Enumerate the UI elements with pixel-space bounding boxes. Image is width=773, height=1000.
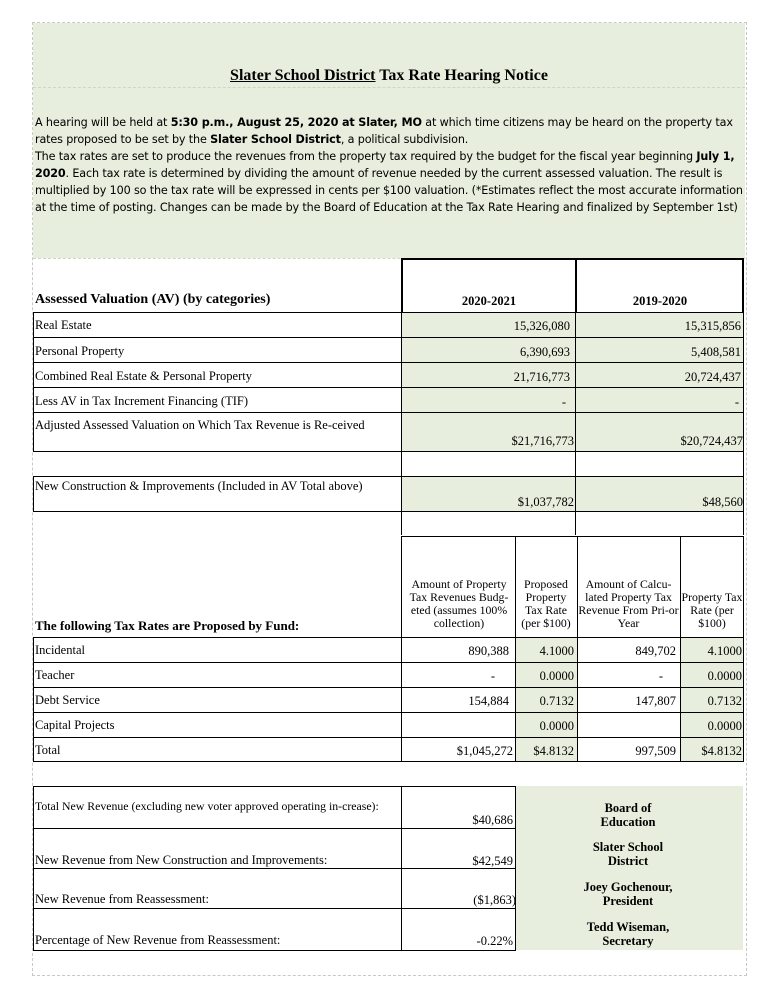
signer-board: Board of Education bbox=[600, 801, 656, 829]
av-row-prior: - bbox=[734, 395, 739, 409]
border bbox=[577, 637, 578, 761]
border bbox=[33, 312, 34, 451]
border bbox=[33, 828, 516, 829]
fund-proposed-rate: 0.0000 bbox=[539, 719, 574, 733]
border bbox=[33, 476, 34, 511]
av-row-label: Less AV in Tax Increment Financing (TIF) bbox=[35, 394, 248, 408]
nc-current: $1,037,782 bbox=[517, 495, 574, 509]
fund-prior-rate: $4.8132 bbox=[701, 744, 742, 758]
fund-proposed-rate: 0.7132 bbox=[539, 694, 574, 708]
border bbox=[515, 536, 516, 637]
border bbox=[33, 312, 744, 313]
revenue-label: New Revenue from New Construction and Improvements: bbox=[35, 853, 328, 867]
revenue-label: Percentage of New Revenue from Reassessment: bbox=[35, 933, 281, 947]
fund-prior-revenue: 849,702 bbox=[635, 644, 676, 658]
border bbox=[33, 662, 744, 663]
border bbox=[33, 712, 744, 713]
border bbox=[515, 637, 516, 761]
border bbox=[33, 737, 744, 738]
border bbox=[401, 511, 402, 535]
fund-proposed-rate: 4.1000 bbox=[539, 644, 574, 658]
fund-budgeted: 154,884 bbox=[468, 694, 509, 708]
gridline bbox=[33, 87, 745, 88]
border bbox=[680, 637, 681, 761]
border bbox=[743, 637, 744, 761]
av-row-current: 15,326,080 bbox=[513, 319, 570, 333]
intro-text: at which time citizens may be heard on the property tax rates proposed to be set by the bbox=[35, 116, 733, 146]
border bbox=[575, 511, 576, 535]
fund-proposed-rate: 0.0000 bbox=[539, 669, 574, 683]
revenue-label: Total New Revenue (excluding new voter approved operating in-crease): bbox=[35, 799, 379, 813]
fund-label: Total bbox=[35, 743, 61, 757]
fund-prior-rate: 4.1000 bbox=[707, 644, 742, 658]
av-row-prior: 5,408,581 bbox=[691, 345, 741, 359]
av-row-current: 21,716,773 bbox=[513, 370, 570, 384]
av-col-current: 2020-2021 bbox=[461, 294, 517, 308]
intro-paragraph-2 bbox=[35, 148, 743, 216]
fund-prior-rate: 0.0000 bbox=[707, 669, 742, 683]
av-row-current: - bbox=[561, 395, 566, 409]
border bbox=[33, 412, 744, 413]
av-col-prior: 2019-2020 bbox=[632, 294, 688, 308]
intro-text: A hearing will be held at bbox=[35, 116, 171, 129]
title-rest: Tax Rate Hearing Notice bbox=[375, 67, 548, 84]
border bbox=[577, 536, 578, 637]
av-row-current: 6,390,693 bbox=[520, 345, 570, 359]
border bbox=[743, 511, 744, 535]
border bbox=[33, 868, 516, 869]
hearing-time: 5:30 p.m., August 25, 2020 at Slater, MO bbox=[170, 116, 422, 129]
fund-prior-rate: 0.7132 bbox=[707, 694, 742, 708]
fund-label: Capital Projects bbox=[35, 718, 115, 732]
border bbox=[33, 908, 516, 909]
nc-label: New Construction & Improvements (Included in AV Total above) bbox=[35, 479, 363, 493]
border bbox=[33, 451, 744, 452]
fund-label: Incidental bbox=[35, 643, 85, 657]
border bbox=[401, 536, 402, 637]
av-row-label: Combined Real Estate & Personal Property bbox=[35, 369, 252, 383]
intro-paragraph-1 bbox=[35, 114, 743, 148]
border bbox=[401, 536, 744, 537]
intro-text: The tax rates are set to produce the revenues from the property tax required by the budget for the fiscal year beginning bbox=[35, 150, 697, 163]
notice-title bbox=[33, 67, 745, 85]
signer-president: Joey Gochenour, President bbox=[583, 880, 673, 908]
rates-col-prior-rate: Property Tax Rate (per $100) bbox=[681, 590, 743, 630]
border bbox=[401, 312, 402, 451]
border bbox=[743, 451, 744, 511]
border bbox=[33, 687, 744, 688]
border bbox=[401, 258, 403, 313]
fund-label: Teacher bbox=[35, 668, 75, 682]
district-name: Slater School District bbox=[210, 133, 341, 146]
intro-text: , a political subdivision. bbox=[340, 133, 469, 146]
revenue-label: New Revenue from Reassessment: bbox=[35, 892, 209, 906]
border bbox=[33, 476, 744, 477]
fund-prior-revenue: - bbox=[658, 669, 663, 683]
av-row-prior: 15,315,856 bbox=[684, 319, 741, 333]
fund-budgeted: 890,388 bbox=[468, 644, 509, 658]
border bbox=[33, 511, 744, 512]
border bbox=[742, 258, 744, 313]
border bbox=[33, 786, 34, 950]
border bbox=[33, 362, 744, 363]
revenue-value: ($1,863) bbox=[473, 893, 516, 907]
fund-budgeted: - bbox=[490, 669, 495, 683]
fund-prior-rate: 0.0000 bbox=[707, 719, 742, 733]
border bbox=[33, 387, 744, 388]
rates-col-proposed: Proposed Property Tax Rate (per $100) bbox=[521, 577, 571, 630]
border bbox=[575, 312, 576, 451]
av-row-prior: 20,724,437 bbox=[684, 370, 741, 384]
notice-intro bbox=[35, 114, 743, 216]
title-district: Slater School District bbox=[230, 67, 376, 84]
fund-prior-revenue: 997,509 bbox=[635, 744, 676, 758]
revenue-value: -0.22% bbox=[476, 934, 513, 948]
nc-prior: $48,560 bbox=[702, 495, 743, 509]
border bbox=[743, 312, 744, 451]
border bbox=[743, 536, 744, 637]
av-row-label: Adjusted Assessed Valuation on Which Tax Revenue is Re-ceived bbox=[35, 418, 365, 432]
border bbox=[575, 451, 576, 511]
signer-secretary: Tedd Wiseman, Secretary bbox=[586, 920, 670, 948]
border bbox=[33, 637, 744, 638]
signer-district: Slater School District bbox=[592, 840, 664, 868]
fund-proposed-rate: $4.8132 bbox=[533, 744, 574, 758]
fiscal-year-date: July 1, 2020 bbox=[35, 150, 735, 180]
fund-budgeted: $1,045,272 bbox=[456, 744, 513, 758]
rates-heading: The following Tax Rates are Proposed by Fund: bbox=[35, 618, 300, 633]
av-heading: Assessed Valuation (AV) (by categories) bbox=[35, 292, 271, 307]
border bbox=[33, 786, 516, 787]
revenue-value: $42,549 bbox=[472, 854, 513, 868]
border bbox=[515, 786, 516, 950]
border bbox=[401, 258, 744, 260]
border bbox=[33, 337, 744, 338]
revenue-value: $40,686 bbox=[472, 813, 513, 827]
rates-col-prior-revenue: Amount of Calcu-lated Property Tax Revenue From Pri-or Year bbox=[578, 577, 679, 630]
border bbox=[33, 761, 744, 762]
border bbox=[575, 258, 577, 313]
border bbox=[680, 536, 681, 637]
av-row-label: Real Estate bbox=[35, 318, 92, 332]
border bbox=[401, 637, 402, 761]
fund-prior-revenue: 147,807 bbox=[635, 694, 676, 708]
border bbox=[401, 786, 402, 950]
border bbox=[401, 451, 402, 511]
border bbox=[33, 637, 34, 761]
border bbox=[33, 950, 516, 951]
rates-col-budgeted: Amount of Property Tax Revenues Budg-eted (assumes 100% collection) bbox=[409, 577, 509, 630]
intro-text: . Each tax rate is determined by dividing the amount of revenue needed by the current assessed valuation. The result is multiplied by 100 so the tax rate will be expressed in cents per $100 valuation. (*Estimates reflect the most accurate information at the time of posting. Changes can be made by the Board of Education at the Tax Rate Hearing and finalized by September 1st) bbox=[35, 167, 743, 214]
av-row-label: Personal Property bbox=[35, 344, 125, 358]
fund-label: Debt Service bbox=[35, 693, 100, 707]
av-row-prior: $20,724,437 bbox=[680, 434, 743, 448]
av-row-current: $21,716,773 bbox=[511, 434, 574, 448]
